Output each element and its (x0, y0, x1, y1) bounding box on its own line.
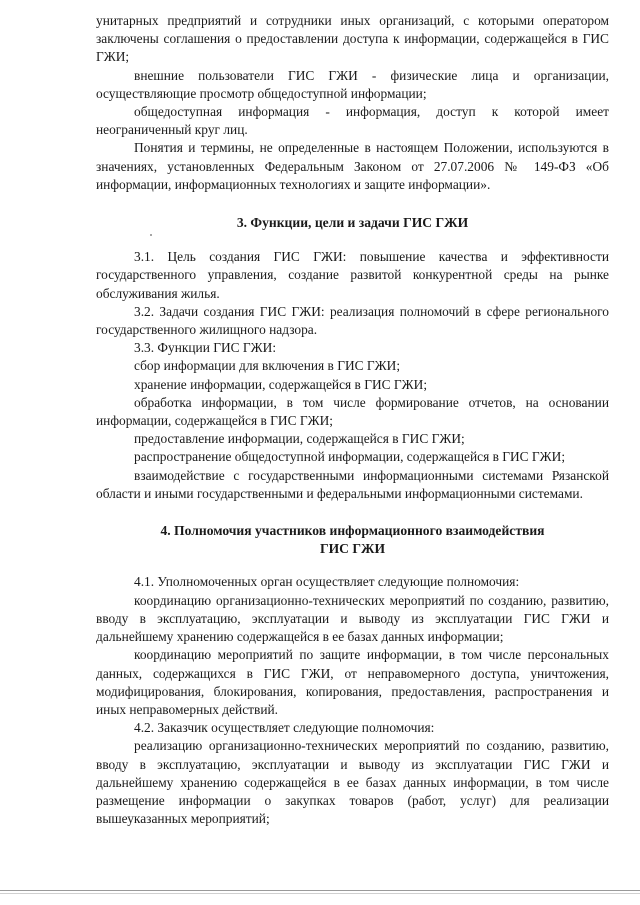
clause-4-1-coordination: координацию организационно-технических мероприятий по созданию, развитию, вводу в эксплуатацию, эксплуатации и выводу из эксплуатации ГИС ГЖИ и дальнейшему хранению содержащейся в ее базах данных информации; (96, 592, 609, 645)
clause-4-2-implementation: реализацию организационно-технических мероприятий по созданию, развитию, вводу в эксплуатацию, эксплуатации и выводу из эксплуатации ГИС ГЖИ и дальнейшему хранению содержащейся в ее базах данных информации, в том числе размещение информации о закупках товаров (работ, услуг) для реализации вышеуказанных мероприятий; (96, 738, 609, 827)
paragraph-public-info: общедоступная информация - информация, доступ к которой имеет неограниченный круг лиц. (96, 104, 609, 138)
clause-4-1-protection: координацию мероприятий по защите информации, в том числе персональных данных, содержащихся в ГИС ГЖИ, от неправомерного доступа, уничтожения, модифицирования, блокирования, копирования, предоставления, распространения и иных неправомерных действий. (96, 647, 609, 717)
function-item-process: обработка информации, в том числе формирование отчетов, на основании информации, содержащейся в ГИС ГЖИ; (96, 394, 609, 429)
paragraph-external-users: внешние пользователи ГИС ГЖИ - физические лица и организации, осуществляющие просмотр общедоступной информации; (96, 67, 609, 101)
scan-bottom-edge (0, 890, 640, 891)
function-item-interact: взаимодействие с государственными информационными системами Рязанской области и иными государственными и федеральными информационными системами. (96, 467, 609, 501)
function-item-provide: предоставление информации, содержащейся в ГИС ГЖИ; (134, 431, 465, 447)
function-item-distribute: распространение общедоступной информации, содержащейся в ГИС ГЖИ; (134, 449, 566, 465)
paragraph-terms: Понятия и термины, не определенные в настоящем Положении, используются в значениях, установленных Федеральным Законом от 27.07.2006 № 149-ФЗ «Об информации, информационных технологиях и защите информации». (96, 140, 609, 192)
function-item-store: хранение информации, содержащейся в ГИС ГЖИ; (134, 376, 428, 392)
clause-3-2: 3.2. Задачи создания ГИС ГЖИ: реализация полномочий в сфере регионального государственного жилищного надзора. (96, 303, 609, 338)
section-heading-4-line1: 4. Полномочия участников информационного взаимодействия (160, 523, 545, 539)
clause-3-3: 3.3. Функции ГИС ГЖИ: (134, 340, 277, 356)
scan-speck (150, 234, 152, 236)
scan-bottom-edge-shadow (0, 893, 640, 894)
section-heading-4-line2: ГИС ГЖИ (319, 541, 386, 557)
document-page (96, 12, 609, 828)
section-heading-3: 3. Функции, цели и задачи ГИС ГЖИ (236, 215, 469, 231)
function-item-collect: сбор информации для включения в ГИС ГЖИ; (134, 358, 401, 374)
paragraph-employees: унитарных предприятий и сотрудники иных организаций, с которыми оператором заключены соглашения о предоставлении доступа к информации, содержащейся в ГИС ГЖИ; (96, 13, 609, 65)
clause-4-1: 4.1. Уполномоченных орган осуществляет следующие полномочия: (134, 574, 520, 590)
clause-3-1: 3.1. Цель создания ГИС ГЖИ: повышение качества и эффективности государственного управления, создание развитой конкурентной среды на рынке обслуживания жилья. (96, 249, 609, 301)
clause-4-2: 4.2. Заказчик осуществляет следующие полномочия: (134, 720, 435, 736)
